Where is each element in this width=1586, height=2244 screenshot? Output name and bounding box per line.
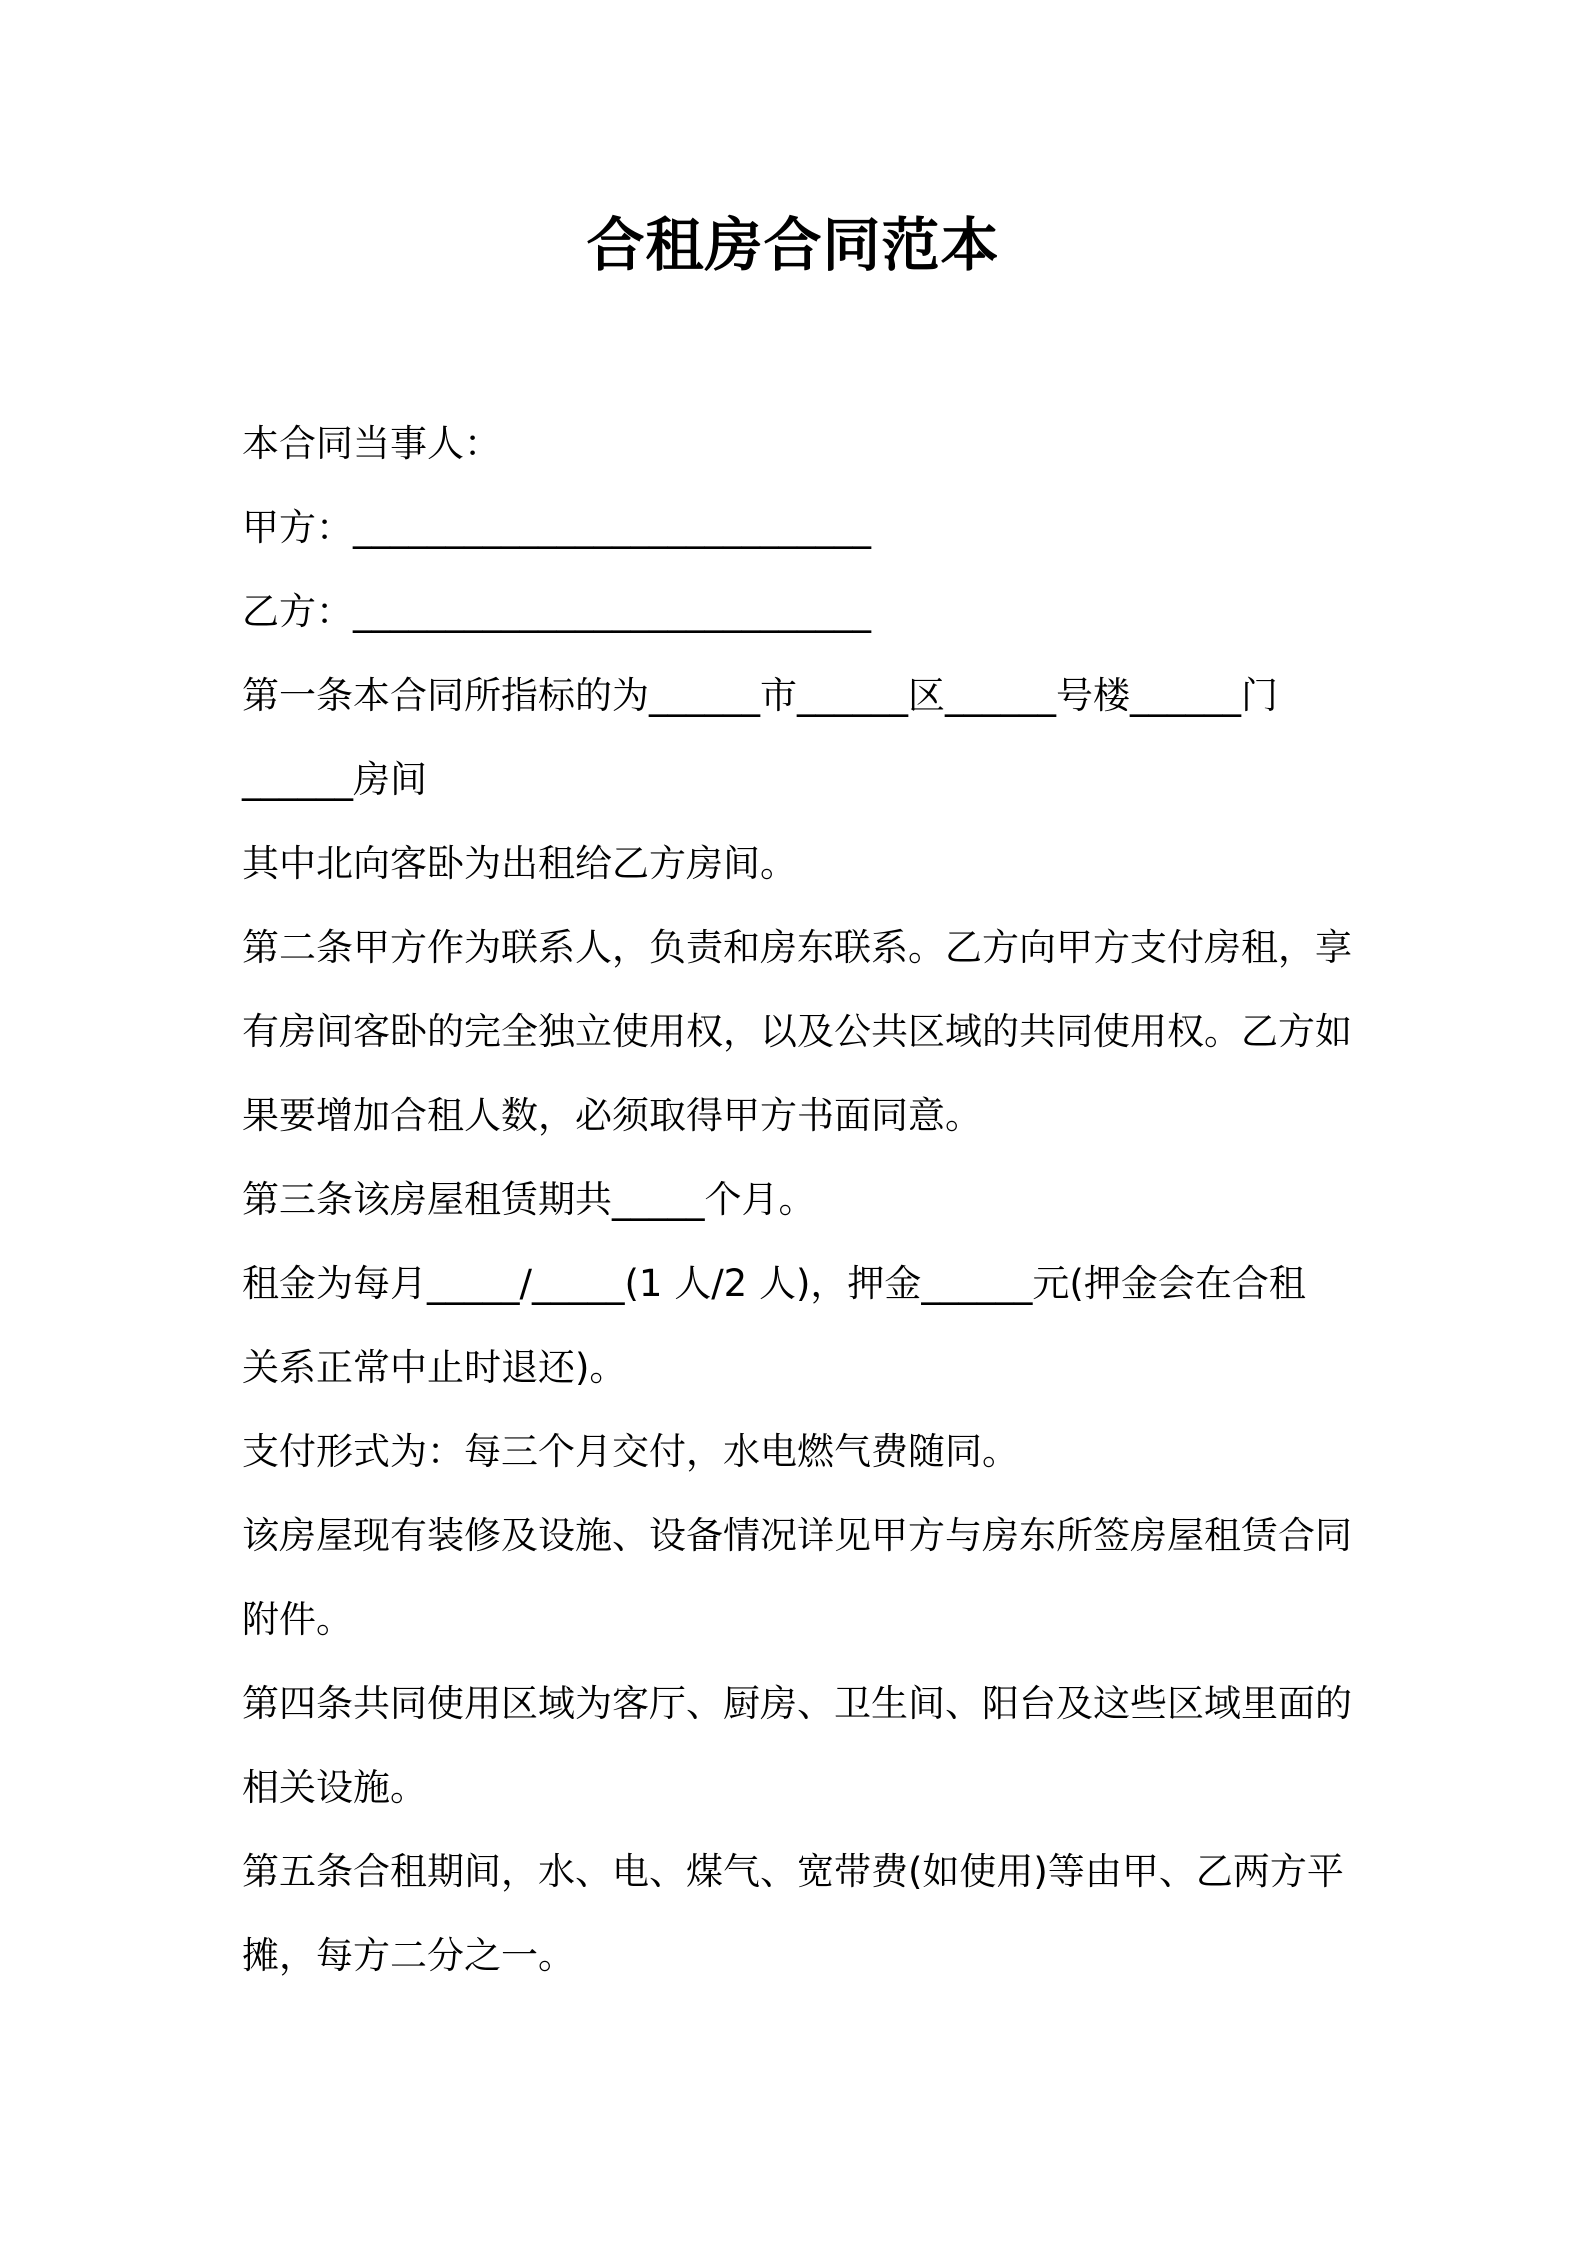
article-2-line-2: 有房间客卧的完全独立使用权，以及公共区域的共同使用权。乙方如 [242, 1010, 1352, 1053]
article-3-line-1: 第三条该房屋租赁期共_____个月。 [242, 1178, 816, 1221]
rent-line-2: 关系正常中止时退还)。 [242, 1346, 627, 1389]
article-1-line-2: ______房间 [242, 758, 427, 801]
payment-line: 支付形式为：每三个月交付，水电燃气费随同。 [242, 1430, 1019, 1473]
party-a-line: 甲方：____________________________ [242, 506, 871, 549]
document-body [242, 402, 1372, 1998]
document-title: 合租房合同范本 [586, 211, 1000, 279]
rent-line-1: 租金为每月_____/_____(1 人/2 人)，押金______元(押金会在合租 [242, 1262, 1306, 1305]
article-1-line-3: 其中北向客卧为出租给乙方房间。 [242, 842, 797, 885]
party-b-line: 乙方：____________________________ [242, 590, 871, 633]
article-5-line-2: 摊，每方二分之一。 [242, 1934, 575, 1977]
article-2-line-3: 果要增加合租人数，必须取得甲方书面同意。 [242, 1094, 982, 1137]
facilities-line-2: 附件。 [242, 1598, 353, 1641]
article-2-line-1: 第二条甲方作为联系人，负责和房东联系。乙方向甲方支付房租，享 [242, 926, 1352, 969]
article-1-line-1: 第一条本合同所指标的为______市______区______号楼______门 [242, 674, 1278, 717]
article-5-line-1: 第五条合租期间，水、电、煤气、宽带费(如使用)等由甲、乙两方平 [242, 1850, 1344, 1893]
facilities-line-1: 该房屋现有装修及设施、设备情况详见甲方与房东所签房屋租赁合同 [242, 1514, 1352, 1557]
article-4-line-1: 第四条共同使用区域为客厅、厨房、卫生间、阳台及这些区域里面的 [242, 1682, 1352, 1725]
article-4-line-2: 相关设施。 [242, 1766, 427, 1809]
parties-heading: 本合同当事人： [242, 422, 501, 465]
